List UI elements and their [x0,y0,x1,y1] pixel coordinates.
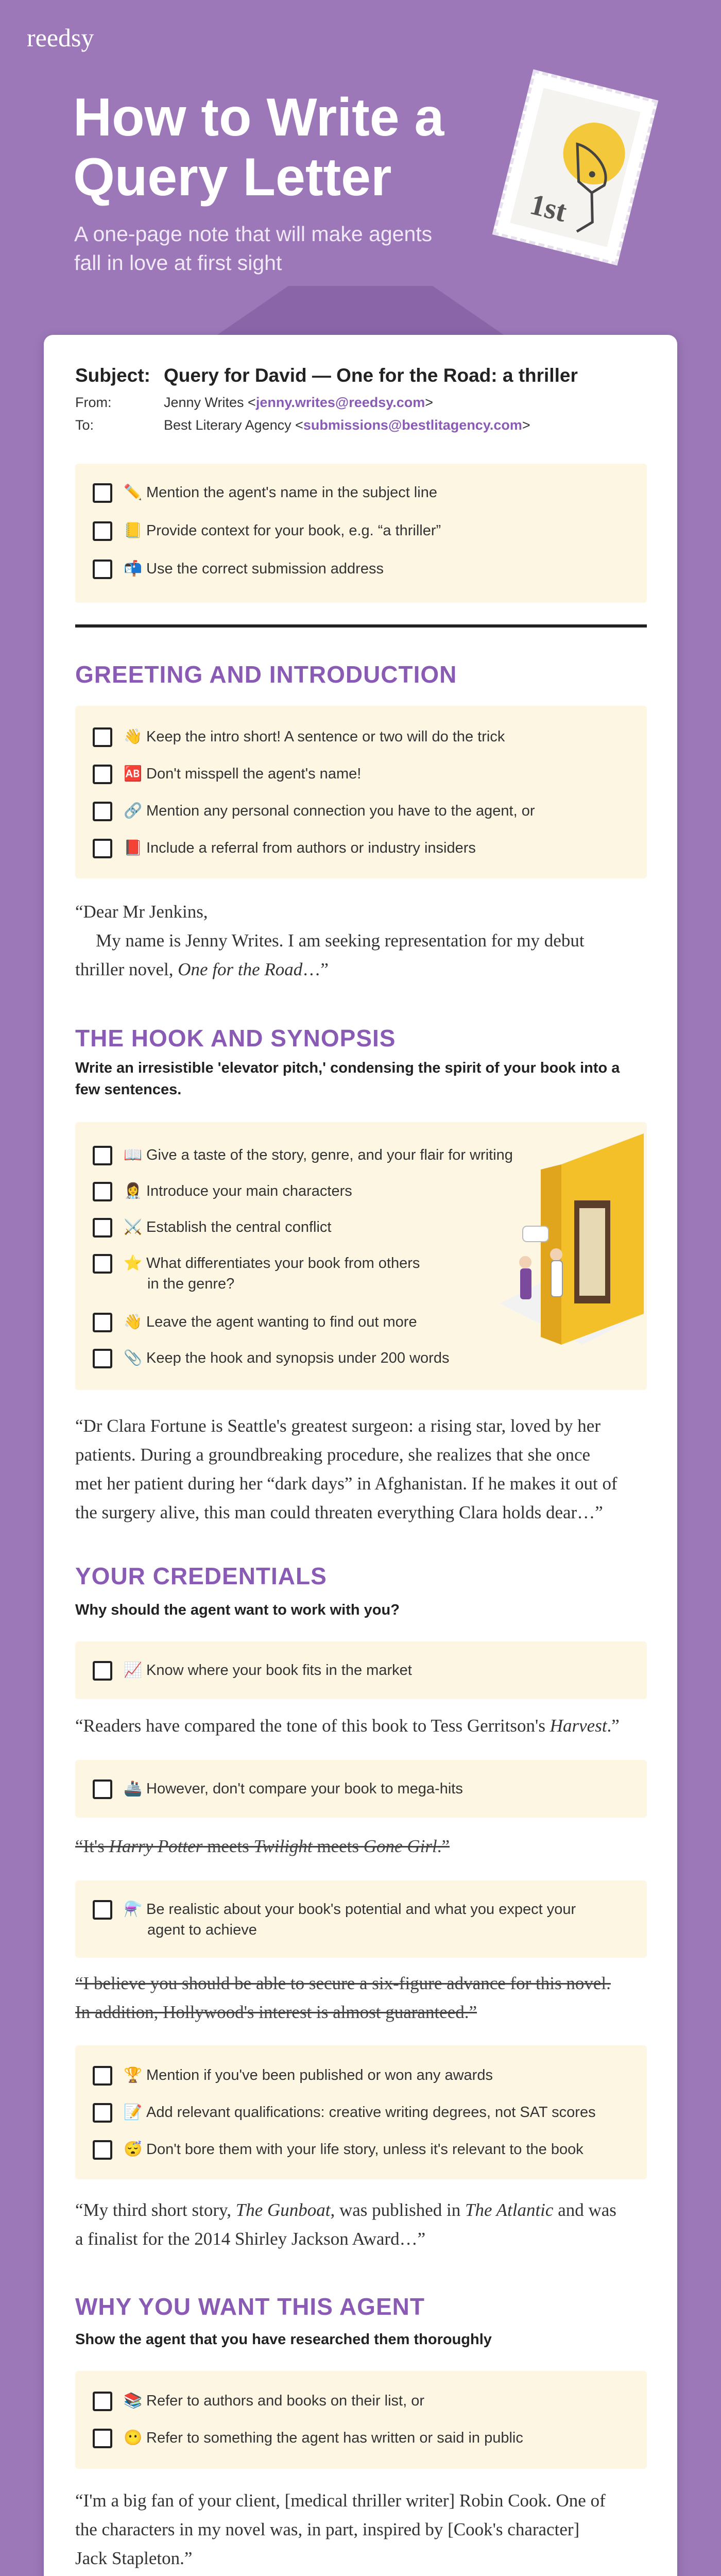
example-line: the surgery alive, this man could threaten everything Clara holds dear…” [75,1502,603,1522]
checkbox[interactable] [93,2392,112,2411]
checkbox[interactable] [93,2066,112,2086]
tip-text: Keep the intro short! A sentence or two will do the trick [146,728,505,745]
example-line: Jack Stapleton.” [75,2548,193,2568]
why-example [75,2486,647,2573]
strike-line: In addition, Hollywood's interest is almost guaranteed.” [75,2002,477,2022]
checkbox[interactable] [93,2103,112,2123]
example-line: My name is Jenny Writes. I am seeking representation for my debut [96,930,585,951]
why-heading: WHY YOU WANT THIS AGENT [75,2293,425,2320]
hook-lead [75,1057,631,1100]
to-name: Best Literary Agency < [164,417,303,433]
from-name: Jenny Writes < [164,395,256,410]
credentials-tip-3-cont: agent to achieve [147,1922,257,1938]
greeting-example [75,897,647,984]
credentials-tip-5[interactable] [93,2102,596,2123]
to-label: To: [75,417,94,433]
publication-title: The Atlantic [465,2200,554,2220]
credentials-tip-4[interactable] [93,2065,493,2086]
book-title: Harry Potter [109,1836,203,1856]
checkbox[interactable] [93,1349,112,1368]
subject-tip-2[interactable] [93,520,441,541]
subtitle-line-1: A one-page note that will make agents [74,222,433,246]
credentials-bad-example-1 [75,1832,647,1861]
example-line [75,2196,647,2225]
flask-icon: ⚗️ [124,1901,143,1918]
greeting-tip-3[interactable] [93,801,535,821]
hook-tip-2[interactable] [93,1181,352,1201]
greeting-tip-4[interactable] [93,838,476,858]
books-icon: 📚 [124,2393,143,2409]
title-line-2: Query Letter [73,147,392,207]
title-line-1: How to Write a [73,88,444,147]
to-email-link[interactable]: submissions@bestlitagency.com [303,417,522,433]
link-icon: 🔗 [124,803,143,819]
tip-text: Add relevant qualifications: creative writing degrees, not SAT scores [146,2104,596,2121]
strike-line: “I believe you should be able to secure a six-figure advance for this novel. [75,1973,611,1993]
example-line: “I'm a big fan of your client, [medical thriller writer] Robin Cook. One of [75,2490,606,2511]
example-text: , was published in [330,2200,466,2220]
example-text: thriller novel, [75,959,178,979]
credentials-example-1 [75,1711,647,1740]
strike-text: meets [202,1836,254,1856]
example-text: …” [302,959,329,979]
tip-text: Keep the hook and synopsis under 200 words [146,1350,450,1366]
book-title: One for the Road [178,959,303,979]
tip-text: Don't misspell the agent's name! [146,766,362,782]
tip-text: What differentiates your book from others [146,1255,420,1272]
tip-text: Leave the agent wanting to find out more [146,1314,417,1330]
credentials-example-2 [75,2196,647,2253]
sleepy-face-icon: 😴 [124,2141,143,2158]
paperclip-icon: 📎 [124,1350,143,1366]
section-divider [75,624,647,628]
strike-text: “It's [75,1836,109,1856]
why-lead: Show the agent that you have researched them thoroughly [75,2331,492,2348]
checkbox[interactable] [93,765,112,784]
trophy-icon: 🏆 [124,2067,143,2083]
why-tip-2[interactable] [93,2428,523,2448]
checkbox[interactable] [93,1146,112,1165]
doorway-illustration [479,1133,644,1360]
greeting-tip-2[interactable] [93,764,361,784]
checkbox[interactable] [93,1661,112,1681]
tip-text: Give a taste of the story, genre, and your flair for writing [146,1147,513,1163]
checkbox[interactable] [93,1780,112,1799]
example-text: “Readers have compared the tone of this book to Tess Gerritson's [75,1716,550,1736]
story-title: The Gunboat [235,2200,331,2220]
hook-tip-6[interactable] [93,1348,449,1368]
hook-example [75,1412,647,1527]
checkbox[interactable] [93,483,112,503]
tip-text: Refer to authors and books on their list, or [146,2393,425,2409]
tip-text: Mention the agent's name in the subject line [146,484,437,501]
example-line [75,955,647,984]
notebook-icon: 📒 [124,522,143,539]
book-icon: 📕 [124,840,143,856]
from-email-link[interactable]: jenny.writes@reedsy.com [255,395,425,410]
stamp-number: 1st [526,187,571,229]
checkbox[interactable] [93,802,112,821]
postage-stamp [492,70,658,266]
subject-label: Subject: [75,365,150,386]
ab-icon: 🆎 [124,766,143,782]
checkbox[interactable] [93,727,112,747]
fountain-pen-icon [545,137,624,245]
example-line: the characters in my novel was, in part, inspired by [Cook's character] [75,2519,580,2539]
greeting-heading: GREETING AND INTRODUCTION [75,661,457,688]
hook-heading: THE HOOK AND SYNOPSIS [75,1025,396,1052]
book-title: Twilight [253,1836,313,1856]
tip-text: Establish the central conflict [146,1219,332,1235]
checkbox[interactable] [93,2140,112,2160]
example-line: met her patient during her “dark days” in Afghanistan. If he makes it out of [75,1473,617,1494]
example-text: “My third short story, [75,2200,236,2220]
pencil-icon: ✏️ [124,484,143,501]
wave-icon: 👋 [124,728,143,745]
from-end: > [425,395,434,410]
credentials-heading: YOUR CREDENTIALS [75,1563,327,1589]
credentials-lead: Why should the agent want to work with you? [75,1602,400,1618]
subject-value: Query for David — One for the Road: a thriller [164,365,578,386]
book-title: Gone Girl [363,1836,437,1856]
tip-text: Introduce your main characters [146,1183,352,1199]
tip-text: Mention any personal connection you have to the agent, or [146,803,535,819]
star-icon: ⭐ [124,1255,143,1272]
tip-text: Be realistic about your book's potential and what you expect your [146,1901,576,1918]
checkbox[interactable] [93,2429,112,2448]
lead-line: Write an irresistible 'elevator pitch,' condensing the spirit of your book into a [75,1060,620,1076]
credentials-tip-3[interactable] [93,1899,576,1920]
face-icon: 😶 [124,2430,143,2446]
checkbox[interactable] [93,839,112,858]
swords-icon: ⚔️ [124,1219,143,1235]
example-line: “Dear Mr Jenkins, [75,902,208,922]
checkbox[interactable] [93,560,112,579]
book-title: Harvest [550,1716,607,1736]
lead-line: few sentences. [75,1081,182,1098]
checkbox[interactable] [93,1182,112,1201]
to-value [164,417,530,433]
doctor-icon: 👩‍⚕️ [124,1183,143,1199]
strike-text: .” [437,1836,450,1856]
page-title [73,88,516,207]
hook-tip-1[interactable] [93,1145,513,1165]
tip-text: Know where your book fits in the market [146,1662,412,1679]
credentials-tip-1[interactable] [93,1660,412,1681]
checkbox[interactable] [93,1313,112,1332]
strike-text: meets [312,1836,364,1856]
tip-text: Don't bore them with your life story, unless it's relevant to the book [146,2141,583,2158]
ship-icon: 🚢 [124,1781,143,1797]
envelope-flap [0,286,721,343]
to-end: > [522,417,530,433]
checkbox[interactable] [93,521,112,541]
wave-icon: 👋 [124,1314,143,1330]
from-label: From: [75,395,112,410]
checkbox[interactable] [93,1254,112,1274]
why-tips-box [75,2371,647,2469]
mailbox-icon: 📬 [124,561,143,577]
credentials-bad-example-2 [75,1969,647,2027]
tip-text: Include a referral from authors or industry insiders [146,840,476,856]
from-value [164,395,433,411]
greeting-tip-1[interactable] [93,726,505,747]
open-book-icon: 📖 [124,1147,143,1163]
tip-text: However, don't compare your book to mega-hits [146,1781,463,1797]
credentials-tip-6[interactable] [93,2139,583,2160]
example-text: and was [553,2200,616,2220]
chart-icon: 📈 [124,1662,143,1679]
hook-tip-3[interactable] [93,1217,331,1238]
subject-tip-3[interactable] [93,558,384,579]
tip-text: Refer to something the agent has written or said in public [146,2430,523,2446]
credentials-tip-2[interactable] [93,1778,463,1799]
example-line: patients. During a groundbreaking procedure, she realizes that she once [75,1445,591,1465]
hook-tip-5[interactable] [93,1312,417,1332]
example-line: a finalist for the 2014 Shirley Jackson Award…” [75,2229,426,2249]
tip-text: Provide context for your book, e.g. “a thriller” [146,522,441,539]
why-tip-1[interactable] [93,2391,424,2411]
tip-text: Mention if you've been published or won any awards [146,2067,493,2083]
tip-text: Use the correct submission address [146,561,384,577]
checkbox[interactable] [93,1900,112,1920]
example-line: “Dr Clara Fortune is Seattle's greatest surgeon: a rising star, loved by her [75,1416,600,1436]
checkbox[interactable] [93,1218,112,1238]
brand-logo-top: reedsy [27,23,94,52]
subject-tip-1[interactable] [93,482,437,503]
subtitle-line-2: fall in love at first sight [74,251,282,275]
hook-tip-4[interactable] [93,1253,420,1274]
stamp-artwork [510,88,641,247]
memo-icon: 📝 [124,2104,143,2121]
hook-tip-4-cont: in the genre? [147,1276,235,1292]
page-subtitle [74,219,476,277]
example-text: .” [607,1716,620,1736]
